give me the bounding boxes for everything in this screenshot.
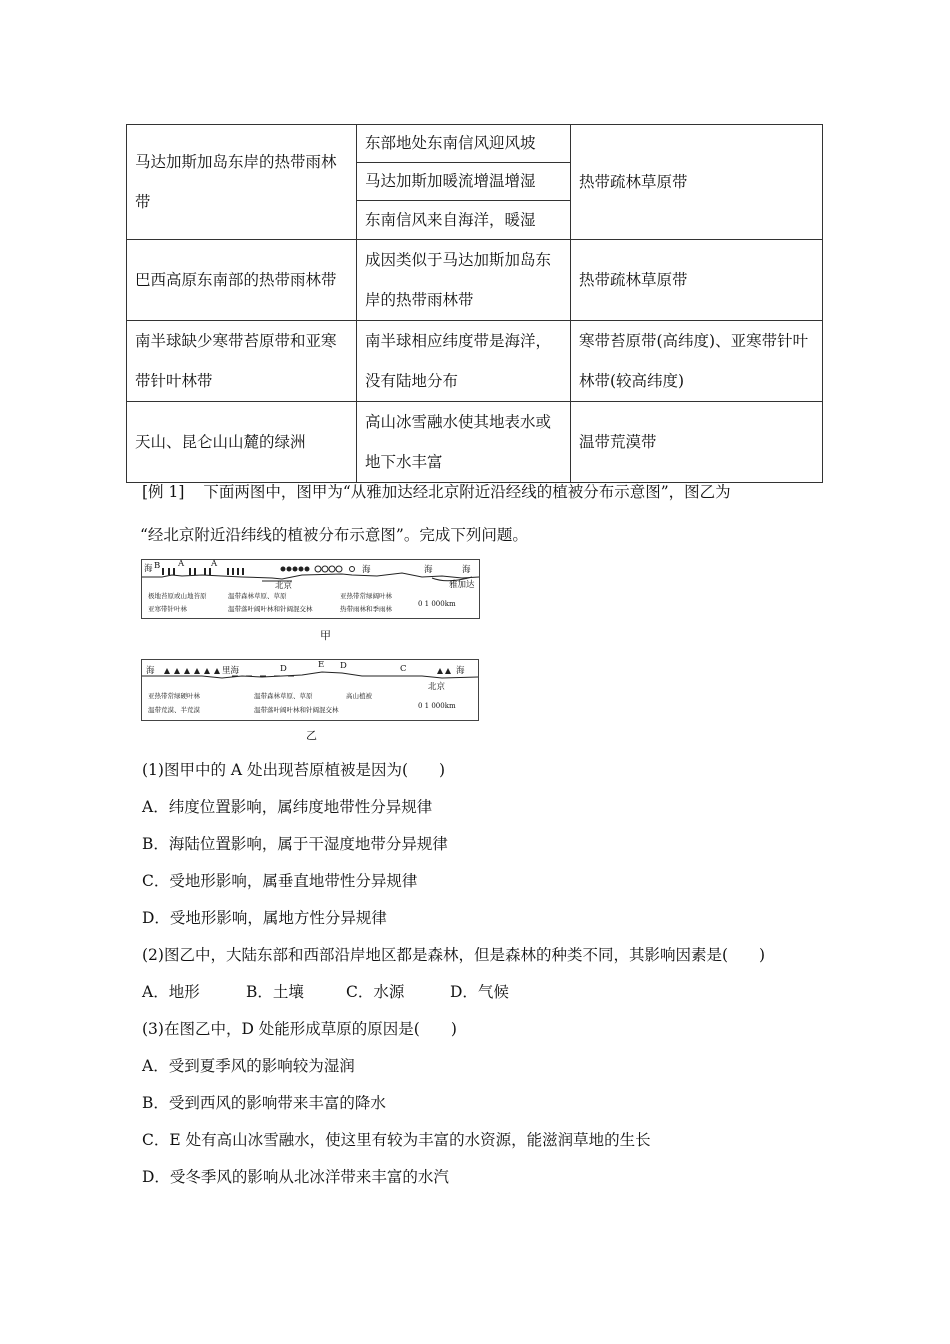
question-3-option-c: C．E 处有高山冰雪融水，使这里有较为丰富的水资源，能滋润草地的生长 bbox=[142, 1131, 651, 1149]
question-1-option-d: D．受地形影响，属地方性分异规律 bbox=[142, 909, 387, 927]
label-b: B bbox=[154, 561, 161, 571]
legend-item: 高山植被 bbox=[346, 692, 372, 700]
example-text: 下面两图中，图甲为“从雅加达经北京附近沿经线的植被分布示意图”，图乙为 bbox=[203, 483, 731, 501]
question-1-option-b: B．海陆位置影响，属于干湿度地带分异规律 bbox=[142, 835, 448, 853]
legend-item: 亚寒带针叶林 bbox=[148, 605, 187, 613]
example-line-1 bbox=[142, 480, 731, 504]
scale-bar: 0 1 000km bbox=[418, 600, 456, 608]
label-sea: 海 bbox=[144, 564, 153, 574]
table-cell: 热带疏林草原带 bbox=[571, 125, 823, 240]
label-sea: 海 bbox=[462, 565, 471, 575]
example-label: [例 1] bbox=[142, 483, 185, 501]
question-3: (3)在图乙中，D 处能形成草原的原因是( ) bbox=[142, 1020, 457, 1038]
label-beijing: 北京 bbox=[428, 682, 446, 692]
label-sea: 海 bbox=[146, 666, 155, 676]
table-cell: 高山冰雪融水使其地表水或地下水丰富 bbox=[357, 402, 571, 483]
table-cell: 成因类似于马达加斯加岛东岸的热带雨林带 bbox=[357, 240, 571, 321]
question-2-option-c: C．水源 bbox=[346, 983, 405, 1001]
question-2-option-a: A．地形 bbox=[142, 983, 200, 1001]
figure-jia-caption: 甲 bbox=[320, 629, 331, 642]
vegetation-anomaly-table bbox=[126, 124, 823, 483]
table-cell: 南半球相应纬度带是海洋，没有陆地分布 bbox=[357, 321, 571, 402]
table-cell: 天山、昆仑山山麓的绿洲 bbox=[127, 402, 357, 483]
question-1: (1)图甲中的 A 处出现苔原植被是因为( ) bbox=[142, 761, 446, 779]
scale-bar: 0 1 000km bbox=[418, 702, 456, 710]
table-subcell: 东部地处东南信风迎风坡 bbox=[357, 125, 570, 163]
question-2: (2)图乙中，大陆东部和西部沿岸地区都是森林，但是森林的种类不同，其影响因素是( ) bbox=[142, 946, 766, 964]
label-beijing: 北京 bbox=[275, 581, 293, 591]
label-e: E bbox=[318, 660, 325, 670]
legend-item: 亚热带常绿阔叶林 bbox=[340, 592, 392, 600]
table-cell bbox=[357, 125, 571, 240]
table-cell: 温带荒漠带 bbox=[571, 402, 823, 483]
label-a: A bbox=[178, 559, 185, 569]
label-a: A bbox=[211, 559, 218, 569]
legend-item: 温带荒漠、半荒漠 bbox=[148, 706, 200, 714]
table-cell: 南半球缺少寒带苔原带和亚寒带针叶林带 bbox=[127, 321, 357, 402]
question-2-option-b: B．土壤 bbox=[246, 983, 304, 1001]
legend-item: 温带森林草原、草原 bbox=[228, 592, 287, 600]
label-sea: 海 bbox=[456, 666, 465, 676]
table-subcell: 马达加斯加暖流增温增湿 bbox=[357, 163, 570, 201]
question-1-option-a: A．纬度位置影响，属纬度地带性分异规律 bbox=[142, 798, 433, 816]
label-sea: 海 bbox=[362, 565, 371, 575]
label-sea: 海 bbox=[424, 565, 433, 575]
question-3-option-b: B．受到西风的影响带来丰富的降水 bbox=[142, 1094, 386, 1112]
legend-item: 热带雨林和季雨林 bbox=[340, 605, 392, 613]
label-d: D bbox=[280, 664, 287, 674]
figure-yi-caption: 乙 bbox=[306, 729, 317, 742]
table-cell: 马达加斯加岛东岸的热带雨林带 bbox=[127, 125, 357, 240]
legend-item: 温带落叶阔叶林和针阔混交林 bbox=[254, 706, 339, 714]
table-cell: 巴西高原东南部的热带雨林带 bbox=[127, 240, 357, 321]
figure-yi bbox=[141, 659, 479, 721]
question-3-option-a: A．受到夏季风的影响较为湿润 bbox=[142, 1057, 355, 1075]
question-2-option-d: D．气候 bbox=[450, 983, 509, 1001]
question-3-option-d: D．受冬季风的影响从北冰洋带来丰富的水汽 bbox=[142, 1168, 449, 1186]
label-d: D bbox=[340, 661, 347, 671]
legend-item: 温带落叶阔叶林和针阔混交林 bbox=[228, 605, 313, 613]
table-cell: 寒带苔原带(高纬度)、亚寒带针叶林带(较高纬度) bbox=[571, 321, 823, 402]
legend-item: 亚热带常绿硬叶林 bbox=[148, 692, 200, 700]
question-1-option-c: C．受地形影响，属垂直地带性分异规律 bbox=[142, 872, 418, 890]
example-line-2: “经北京附近沿纬线的植被分布示意图”。完成下列问题。 bbox=[140, 526, 528, 544]
table-cell: 热带疏林草原带 bbox=[571, 240, 823, 321]
label-caspian: 里海 bbox=[222, 666, 240, 676]
question-2-options bbox=[142, 980, 509, 1004]
label-jakarta: 雅加达 bbox=[449, 580, 475, 590]
legend-item: 极地苔原或山地苔原 bbox=[148, 592, 207, 600]
legend-item: 温带森林草原、草原 bbox=[254, 692, 313, 700]
figure-jia bbox=[141, 559, 480, 619]
table-subcell: 东南信风来自海洋，暖湿 bbox=[365, 211, 536, 229]
label-c: C bbox=[400, 664, 407, 674]
